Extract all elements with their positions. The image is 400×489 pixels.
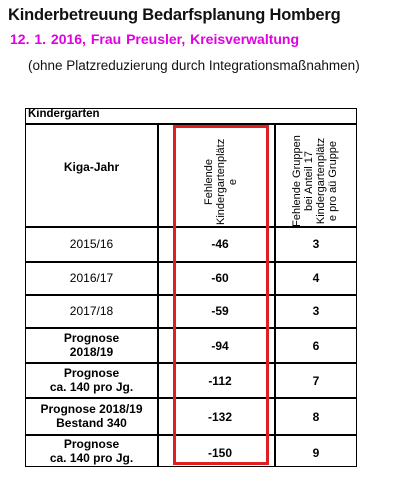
header-missing-groups: Fehlende Gruppen bei Anteil 17 Kindergartenplätz e pro aü Gruppe xyxy=(291,135,339,227)
row-groups: 3 xyxy=(312,304,320,318)
row-line xyxy=(25,294,357,296)
row-line xyxy=(25,434,357,436)
document-title: Kinderbetreuung Bedarfsplanung Homberg xyxy=(8,6,341,24)
row-year: Prognose 2018/19 Bestand 340 xyxy=(40,402,143,430)
row-groups: 6 xyxy=(312,339,320,353)
row-places: -132 xyxy=(207,410,233,424)
row-places: -60 xyxy=(211,271,229,285)
document-subtitle: 12. 1. 2016, Frau Preusler, Kreisverwaltung xyxy=(10,31,300,47)
row-places: -94 xyxy=(211,339,229,353)
header-year: Kiga-Jahr xyxy=(63,160,120,174)
row-line xyxy=(25,327,357,329)
row-groups: 8 xyxy=(312,410,320,424)
document-note: (ohne Platzreduzierung durch Integrationsmaßnahmen) xyxy=(28,58,360,73)
row-groups: 4 xyxy=(312,271,320,285)
row-year: Prognose ca. 140 pro Jg. xyxy=(49,437,134,465)
row-line xyxy=(25,362,357,364)
row-groups: 9 xyxy=(312,446,320,460)
row-year: Prognose ca. 140 pro Jg. xyxy=(49,366,134,394)
section-line xyxy=(25,123,357,125)
row-places: -46 xyxy=(211,237,229,251)
row-year: 2016/17 xyxy=(69,271,114,285)
row-year: Prognose 2018/19 xyxy=(63,331,120,359)
row-places: -150 xyxy=(207,446,233,460)
row-places: -59 xyxy=(211,304,229,318)
row-year: 2017/18 xyxy=(69,304,114,318)
header-missing-places: Fehlende Kindergartenplätz e xyxy=(203,138,239,225)
row-groups: 7 xyxy=(312,374,320,388)
row-line xyxy=(25,261,357,263)
row-year: 2015/16 xyxy=(69,237,114,251)
row-line xyxy=(25,397,357,399)
row-places: -112 xyxy=(208,374,232,388)
section-label: Kindergarten xyxy=(28,108,100,120)
row-groups: 3 xyxy=(312,237,320,251)
